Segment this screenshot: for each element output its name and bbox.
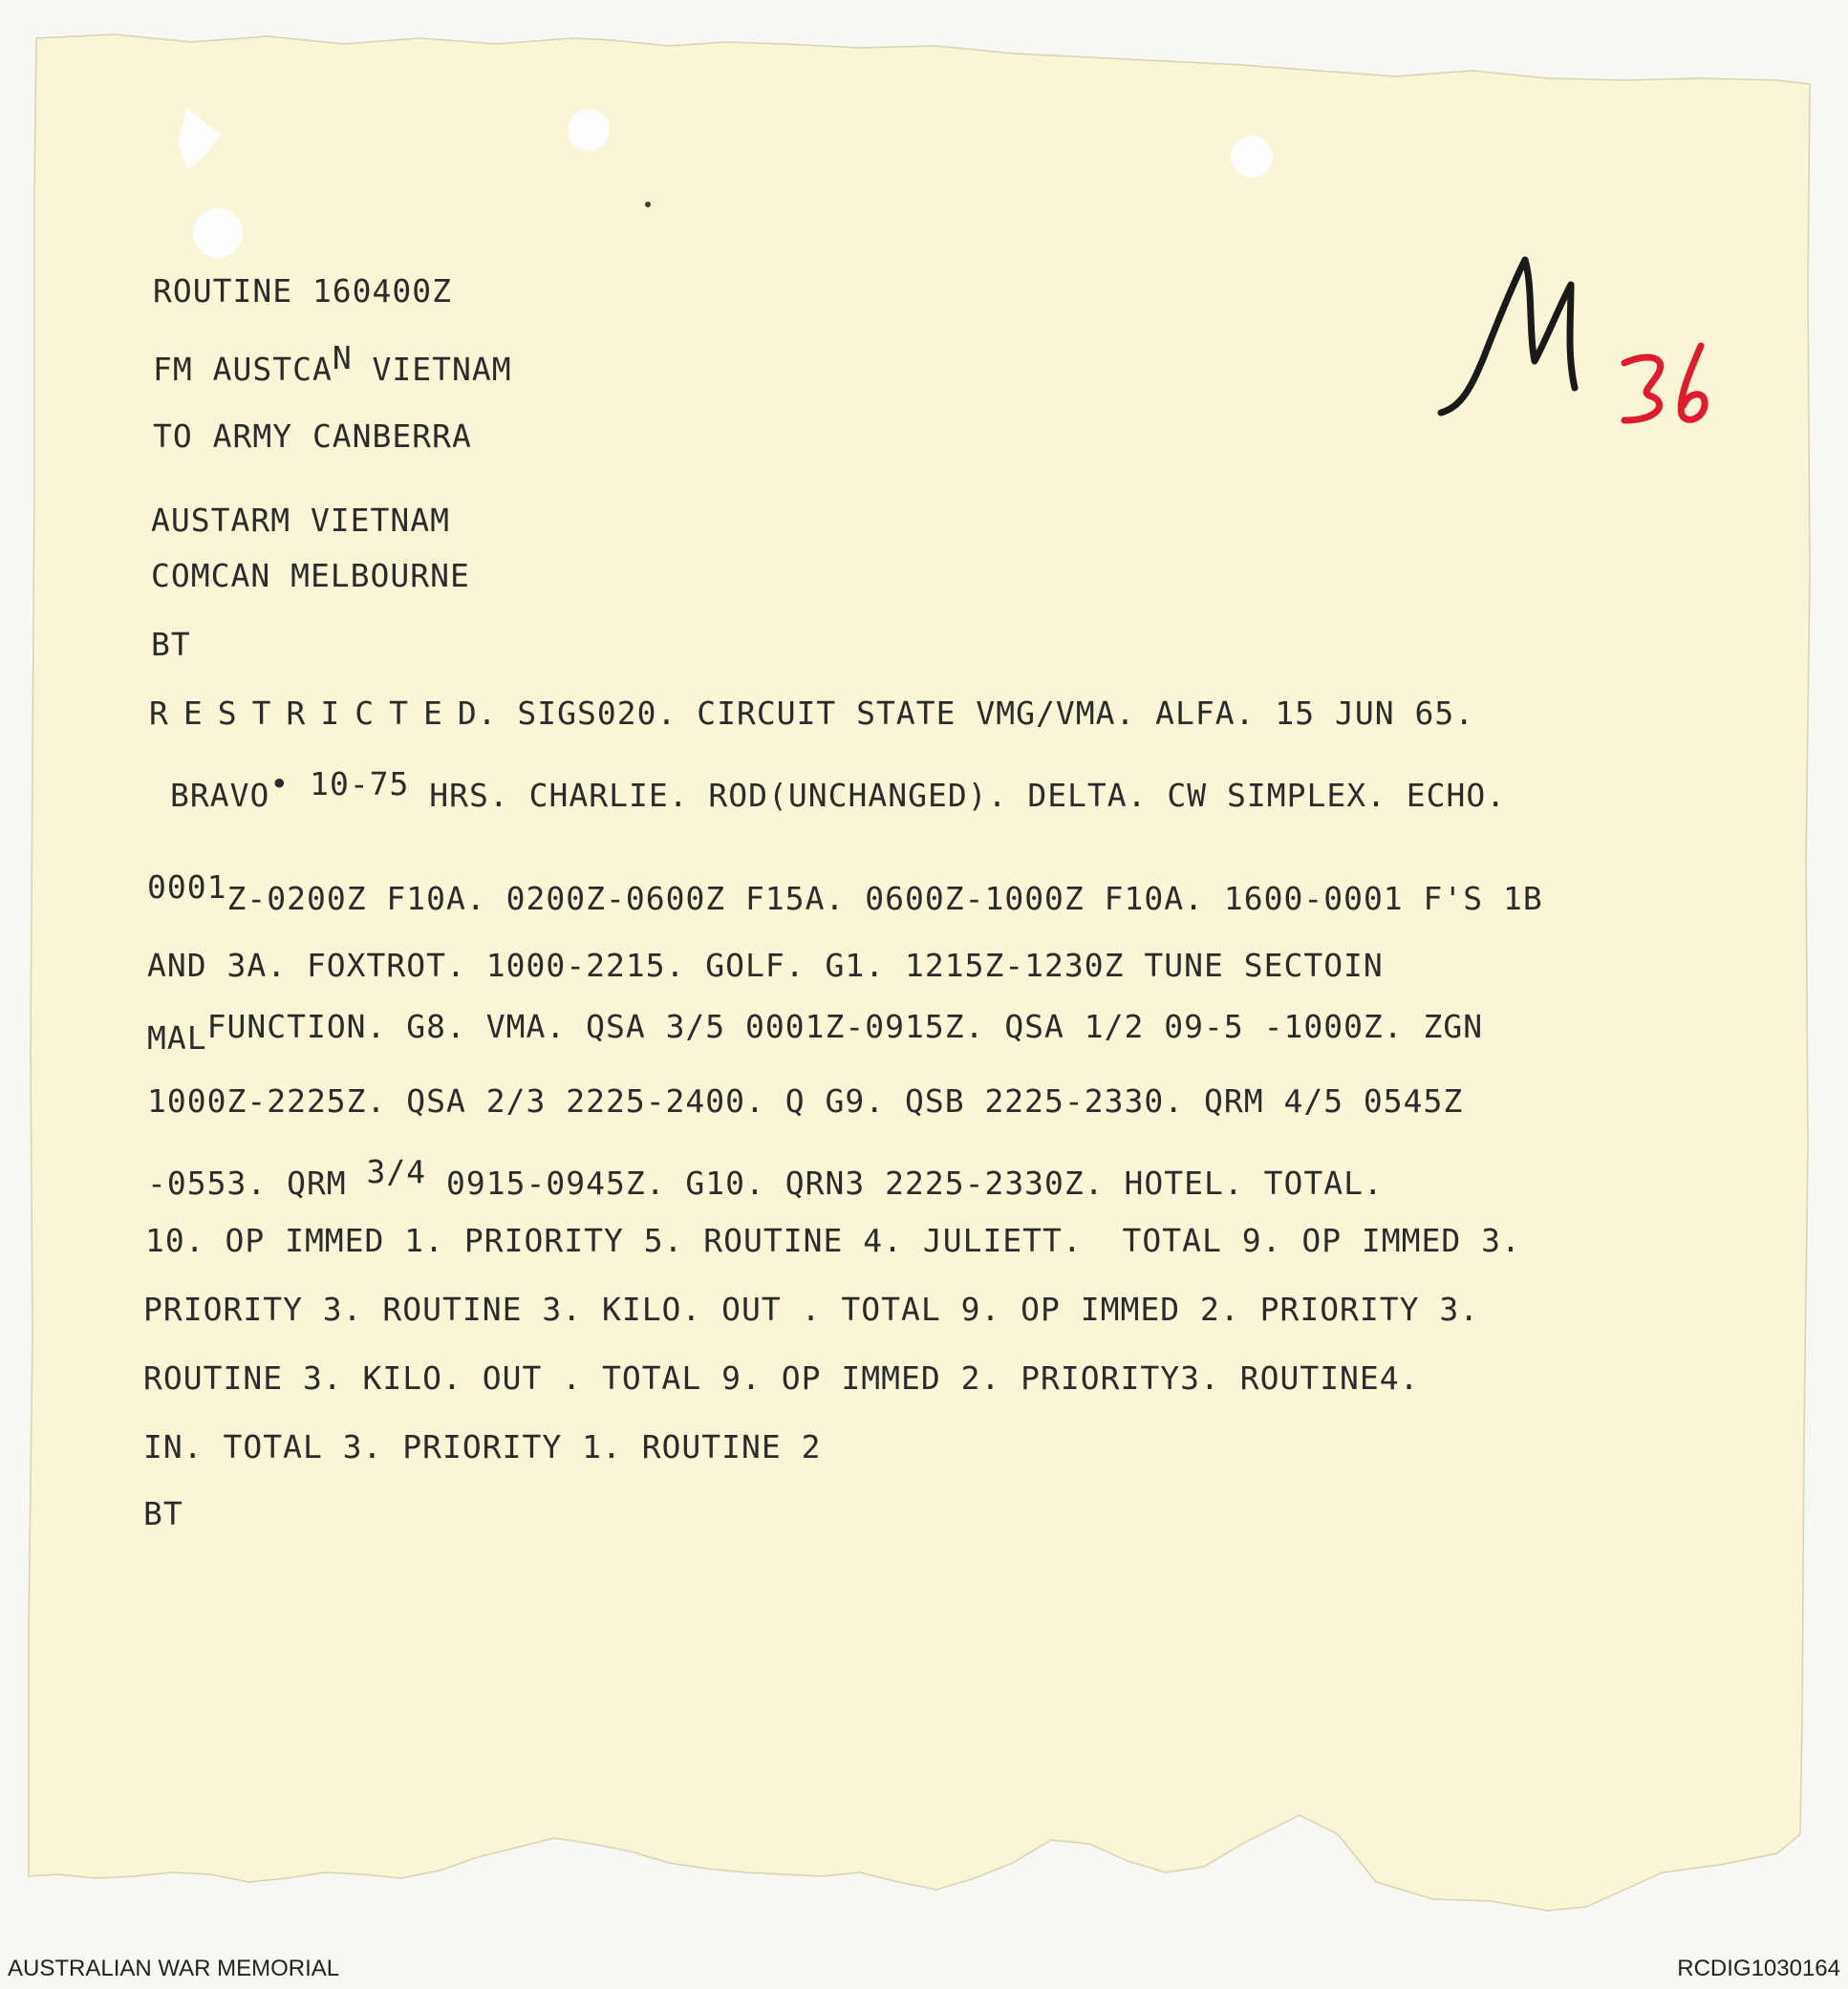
body-line-7-a: -0553. QRM (147, 1165, 367, 1202)
body-line-11: IN. TOTAL 3. PRIORITY 1. ROUTINE 2 (143, 1428, 822, 1465)
restricted-spaced: RESTRICTE (149, 695, 458, 732)
break-line-top: BT (151, 626, 191, 663)
punch-hole (193, 208, 243, 258)
body-line-7 (147, 1153, 1384, 1202)
body-line-8: 10. OP IMMED 1. PRIORITY 5. ROUTINE 4. JULIETT. TOTAL 9. OP IMMED 3. (145, 1222, 1521, 1259)
body-line-6: 1000Z-2225Z. QSA 2/3 2225-2400. Q G9. QSB 2225-2330. QRM 4/5 0545Z (147, 1082, 1464, 1120)
body-line-1-rest: D. SIGS020. CIRCUIT STATE VMG/VMA. ALFA. 15 JUN 65. (457, 695, 1475, 732)
punch-hole (1231, 136, 1273, 178)
break-line-bottom: BT (143, 1495, 183, 1532)
body-line-3-a: 0001 (147, 868, 227, 906)
from-line (153, 339, 512, 388)
from-prefix: FM AUSTCA (153, 351, 333, 388)
body-line-3-b: Z-0200Z F10A. 0200Z-0600Z F15A. 0600Z-1000Z F10A. 1600-0001 F'S 1B (226, 880, 1543, 917)
body-line-5-b: FUNCTION. G8. VMA. QSA 3/5 0001Z-0915Z. QSA 1/2 09-5 -1000Z. ZGN (206, 1008, 1484, 1045)
body-line-3 (147, 868, 1543, 917)
info-line-2: COMCAN MELBOURNE (151, 557, 470, 594)
body-line-4: AND 3A. FOXTROT. 1000-2215. GOLF. G1. 1215Z-1230Z TUNE SECTOIN (147, 947, 1384, 984)
body-line-9: PRIORITY 3. ROUTINE 3. KILO. OUT . TOTAL 9. OP IMMED 2. PRIORITY 3. (143, 1291, 1480, 1328)
from-suffix: VIETNAM (352, 351, 512, 388)
body-line-7-b: 3/4 (366, 1153, 427, 1190)
body-line-1 (149, 695, 1475, 732)
body-line-2-b: • 10-75 (269, 765, 410, 802)
ink-speck (645, 202, 651, 207)
precedence-line: ROUTINE 160400Z (153, 272, 453, 310)
body-line-7-c: 0915-0945Z. G10. QRN3 2225-2330Z. HOTEL. TOTAL. (426, 1165, 1384, 1202)
from-insert: N (332, 339, 353, 376)
punch-hole (568, 109, 610, 151)
body-line-5 (147, 1008, 1484, 1057)
body-line-2-a: BRAVO (170, 777, 270, 814)
body-line-5-a: MAL (147, 1019, 207, 1057)
info-line-1: AUSTARM VIETNAM (151, 502, 451, 539)
archive-identifier: RCDIG1030164 (1677, 1956, 1840, 1981)
to-line: TO ARMY CANBERRA (153, 417, 472, 455)
archive-credit: AUSTRALIAN WAR MEMORIAL (8, 1956, 340, 1981)
body-line-2 (170, 765, 1507, 814)
body-line-2-c: HRS. CHARLIE. ROD(UNCHANGED). DELTA. CW SIMPLEX. ECHO. (409, 777, 1507, 814)
body-line-10: ROUTINE 3. KILO. OUT . TOTAL 9. OP IMMED 2. PRIORITY3. ROUTINE4. (143, 1359, 1420, 1397)
